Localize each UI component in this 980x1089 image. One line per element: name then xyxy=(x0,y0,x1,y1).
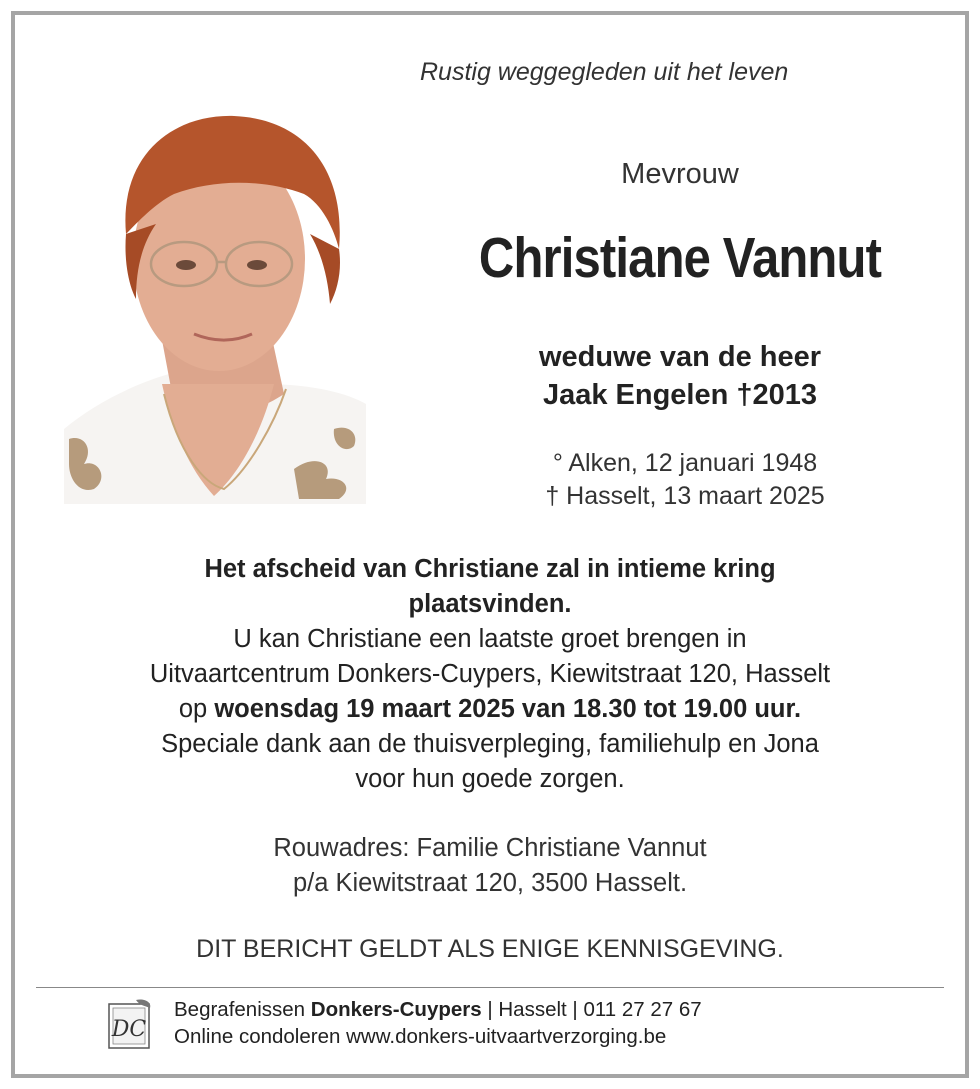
spouse-info xyxy=(430,338,930,414)
footer-rest: | Hasselt | 011 27 27 67 xyxy=(481,998,702,1021)
mourning-address xyxy=(40,831,940,901)
visit-when: woensdag 19 maart 2025 van 18.30 tot 19.00 uur. xyxy=(214,695,802,723)
honorific: Mevrouw xyxy=(621,158,739,190)
footer-divider xyxy=(36,987,944,988)
spouse-line-1: weduwe van de heer xyxy=(538,341,822,373)
address-line-1: Rouwadres: Familie Christiane Vannut xyxy=(273,834,707,862)
spouse-line-2: Jaak Engelen †2013 xyxy=(542,379,818,411)
portrait-photo xyxy=(64,84,366,504)
address-line-2: p/a Kiewitstraat 120, 3500 Hasselt. xyxy=(292,869,688,897)
footer xyxy=(106,996,866,1056)
footer-prefix: Begrafenissen xyxy=(174,998,311,1021)
deceased-name: Christiane Vannut xyxy=(478,226,882,290)
footer-line-2: Online condoleren www.donkers-uitvaartverzorging.be xyxy=(174,1025,667,1048)
farewell-text xyxy=(40,552,940,797)
funeral-home-logo xyxy=(106,996,154,1050)
footer-company: Donkers-Cuypers xyxy=(310,998,482,1021)
farewell-bold-line: Het afscheid van Christiane zal in intieme kring plaatsvinden. xyxy=(204,555,776,618)
tagline: Rustig weggegleden uit het leven xyxy=(420,58,789,86)
visit-prefix: op xyxy=(178,695,215,723)
death-date: † Hasselt, 13 maart 2025 xyxy=(545,482,825,510)
footer-line-1 xyxy=(174,996,702,1023)
visit-line-3 xyxy=(40,692,940,727)
visit-line-2: Uitvaartcentrum Donkers-Cuypers, Kiewitstraat 120, Hasselt xyxy=(149,660,831,688)
logo-letters: DC xyxy=(111,1017,147,1042)
life-dates xyxy=(430,447,940,513)
visit-line-1: U kan Christiane een laatste groet brengen in xyxy=(233,625,747,653)
notice-text: DIT BERICHT GELDT ALS ENIGE KENNISGEVING. xyxy=(196,935,784,963)
thanks-line-1: Speciale dank aan de thuisverpleging, familiehulp en Jona xyxy=(161,730,819,758)
thanks-line-2: voor hun goede zorgen. xyxy=(355,765,625,793)
birth-date: ° Alken, 12 januari 1948 xyxy=(552,449,818,477)
footer-lines xyxy=(174,996,702,1050)
